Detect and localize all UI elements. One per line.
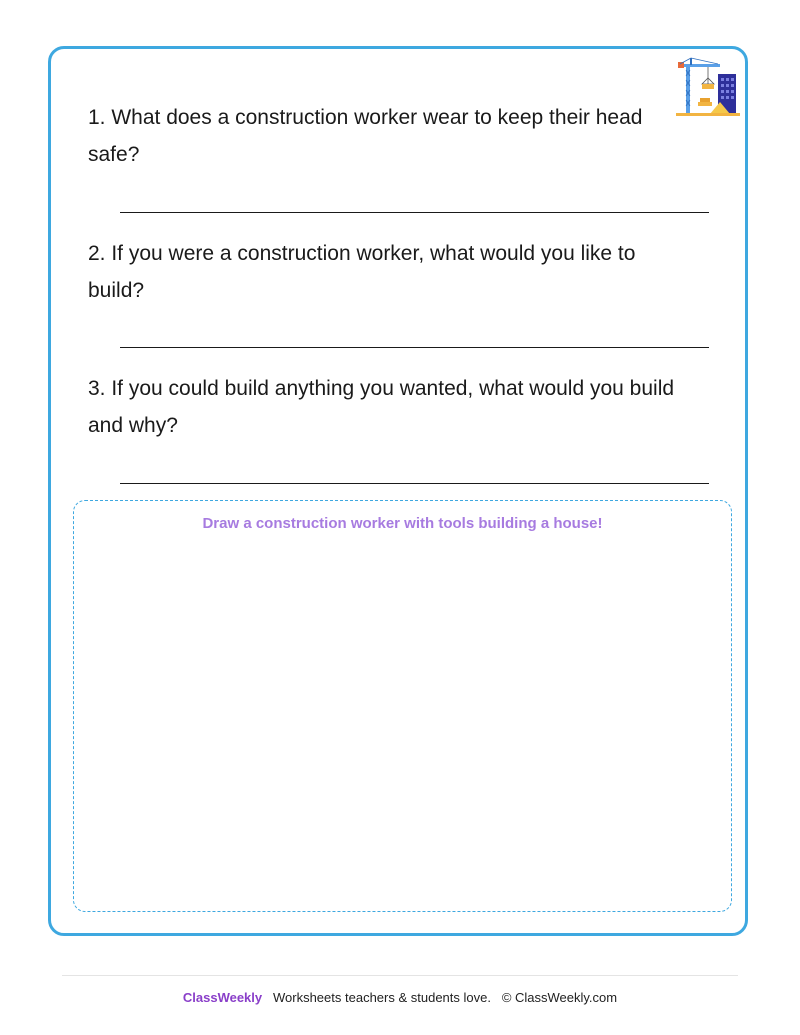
drawing-prompt: Draw a construction worker with tools building a house! [202, 515, 603, 532]
answer-line-1[interactable] [120, 212, 709, 213]
drawing-area[interactable] [73, 500, 732, 912]
answer-line-2[interactable] [120, 347, 709, 348]
footer-divider [62, 975, 738, 976]
footer-copyright: © ClassWeekly.com [501, 990, 618, 1005]
answer-line-3[interactable] [120, 483, 709, 484]
footer [0, 990, 800, 1005]
question-2: 2. If you were a construction worker, what would you like to build? [88, 242, 636, 302]
question-3: 3. If you could build anything you wanted, what would you build and why? [88, 377, 675, 437]
question-1: 1. What does a construction worker wear to keep their head safe? [88, 106, 643, 166]
footer-brand: ClassWeekly [182, 990, 263, 1005]
footer-tagline: Worksheets teachers & students love. [272, 990, 491, 1005]
